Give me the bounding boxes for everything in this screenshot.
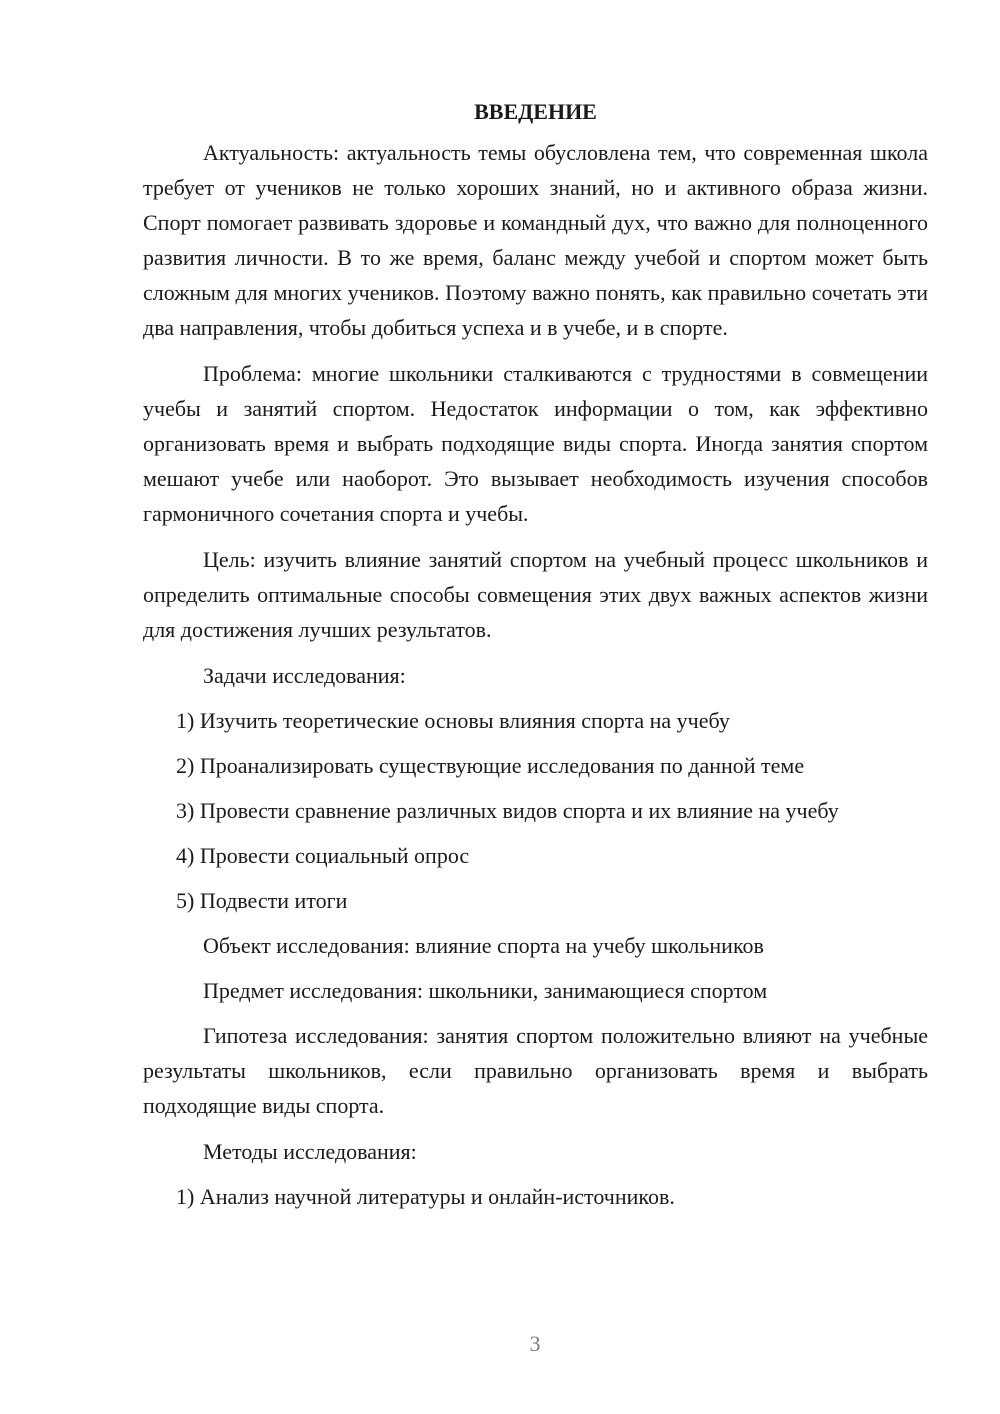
page-number: 3 (529, 1331, 541, 1356)
tasks-heading: Задачи исследования: (203, 663, 406, 688)
list-item: 4) Провести социальный опрос (176, 843, 470, 868)
section-title: ВВЕДЕНИЕ (474, 99, 597, 124)
list-item: 3) Провести сравнение различных видов спорта и их влияние на учебу (176, 798, 839, 823)
list-item: 5) Подвести итоги (176, 888, 348, 913)
problem-paragraph: Проблема: многие школьники сталкиваются с трудностями в совмещении учебы и занятий спортом. Недостаток информации о том, как эффективно организовать время и выбрать подходящие виды спорта. Иногда занятия спортом мешают учебе или наоборот. Это вызывает необходимость изучения способов гармоничного сочетания спорта и учебы. (143, 361, 928, 526)
hypothesis-paragraph: Гипотеза исследования: занятия спортом положительно влияют на учебные результаты школьников, если правильно организовать время и выбрать подходящие виды спорта. (143, 1023, 928, 1118)
relevance-paragraph: Актуальность: актуальность темы обусловлена тем, что современная школа требует от учеников не только хороших знаний, но и активного образа жизни. Спорт помогает развивать здоровье и командный дух, что важно для полноценного развития личности. В то же время, баланс между учебой и спортом может быть сложным для многих учеников. Поэтому важно понять, как правильно сочетать эти два направления, чтобы добиться успеха и в учебе, и в спорте. (143, 140, 928, 340)
methods-list (143, 1179, 928, 1214)
list-item: 1) Анализ научной литературы и онлайн-источников. (176, 1184, 675, 1209)
research-object: Объект исследования: влияние спорта на учебу школьников (203, 933, 764, 958)
tasks-list (143, 703, 928, 918)
research-subject: Предмет исследования: школьники, занимающиеся спортом (203, 978, 768, 1003)
methods-heading: Методы исследования: (203, 1139, 417, 1164)
list-item: 1) Изучить теоретические основы влияния спорта на учебу (176, 708, 730, 733)
page-content (143, 94, 928, 1224)
goal-paragraph: Цель: изучить влияние занятий спортом на учебный процесс школьников и определить оптимальные способы совмещения этих двух важных аспектов жизни для достижения лучших результатов. (143, 547, 928, 642)
list-item: 2) Проанализировать существующие исследования по данной теме (176, 753, 805, 778)
